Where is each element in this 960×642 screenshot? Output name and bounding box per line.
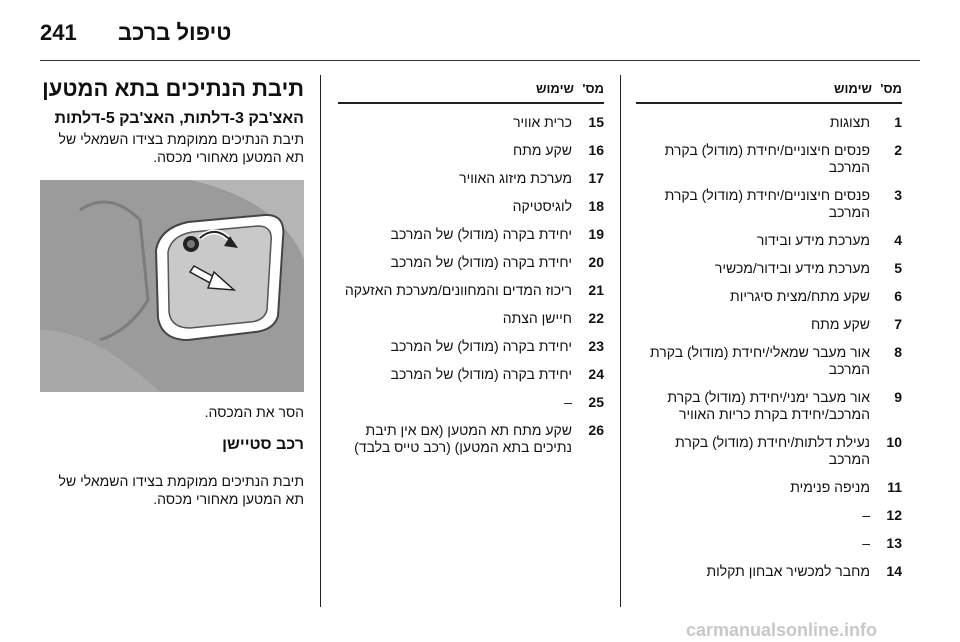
table-row — [338, 338, 604, 355]
table-row — [338, 282, 604, 299]
table-row — [636, 563, 902, 580]
table-row — [338, 254, 604, 271]
fuse-description: יחידת בקרה (מודול) של המרכב — [390, 226, 572, 242]
table-row — [636, 232, 902, 249]
table-row — [636, 142, 902, 176]
page-header — [0, 0, 960, 58]
table-row — [636, 344, 902, 378]
fuse-description: מערכת מידע ובידור/מכשיר — [714, 260, 870, 276]
section-subtitle-wagon: רכב סטיישן — [222, 436, 304, 453]
fuse-number: 21 — [588, 282, 604, 298]
fuse-description: מחבר למכשיר אבחון תקלות — [706, 563, 870, 579]
column-divider — [320, 75, 321, 607]
fuse-number: 24 — [588, 366, 604, 382]
table-row — [636, 288, 902, 305]
fuse-description: פנסים חיצוניים/יחידת (מודול) בקרת המרכב — [664, 187, 870, 220]
fuse-description: פנסים חיצוניים/יחידת (מודול) בקרת המרכב — [664, 142, 870, 175]
fuse-number: 18 — [588, 198, 604, 214]
fuse-description: מערכת מיזוג האוויר — [459, 170, 572, 186]
fuse-number: 22 — [588, 310, 604, 326]
fuse-description: כרית אוויר — [513, 114, 572, 130]
fuse-cover-illustration — [40, 180, 304, 392]
fuse-description: שקע מתח — [512, 142, 572, 158]
fuse-number: 13 — [886, 535, 902, 551]
fuse-description: – — [862, 507, 870, 523]
table-row — [636, 434, 902, 468]
table-row — [338, 226, 604, 243]
table-row — [636, 114, 902, 131]
fuse-number: 16 — [588, 142, 604, 158]
table-header — [338, 78, 604, 104]
table-row — [636, 389, 902, 423]
section-title: תיבת הנתיכים בתא המטען — [42, 76, 304, 101]
page-number: 241 — [40, 20, 77, 45]
fuse-description: אור מעבר שמאלי/יחידת (מודול) בקרת המרכב — [650, 344, 870, 377]
page-title: טיפול ברכב — [118, 20, 232, 45]
table-row — [636, 316, 902, 333]
section-subtitle: האצ'בק 3-דלתות, האצ'בק 5-דלתות — [54, 110, 304, 127]
fuse-number: 9 — [894, 389, 902, 405]
illustration-caption: הסר את המכסה. — [204, 404, 304, 420]
fuse-number: 19 — [588, 226, 604, 242]
fuse-number: 1 — [894, 114, 902, 130]
fuse-description: תצוגות — [829, 114, 870, 130]
table-row — [636, 187, 902, 221]
fuse-number: 11 — [887, 479, 902, 495]
fuse-description: נעילת דלתות/יחידת (מודול) בקרת המרכב — [675, 434, 870, 467]
fuse-description: שקע מתח — [810, 316, 870, 332]
fuse-number: 2 — [894, 142, 902, 158]
fuse-description: יחידת בקרה (מודול) של המרכב — [390, 366, 572, 382]
column-header-number: מס' — [880, 81, 902, 96]
table-row — [636, 479, 902, 496]
fuse-description: ריכוז המדים והמחוונים/מערכת האזעקה — [344, 282, 572, 298]
table-row — [338, 310, 604, 327]
fuse-number: 8 — [894, 344, 902, 360]
trunk-fuse-section — [40, 76, 304, 166]
fuse-number: 3 — [894, 187, 902, 203]
table-row — [338, 394, 604, 411]
column-header-number: מס' — [582, 81, 604, 96]
fuse-description: לוגיסטיקה — [512, 198, 572, 214]
fuse-description: שקע מתח תא המטען (אם אין תיבת נתיכים בתא המטען) (רכב טייס בלבד) — [354, 422, 572, 455]
column-header-use: שימוש — [834, 81, 872, 96]
table-row — [338, 114, 604, 131]
fuse-number: 12 — [886, 507, 902, 523]
fuse-number: 7 — [894, 316, 902, 332]
fuse-description: שקע מתח/מצית סיגריות — [730, 288, 870, 304]
fuse-number: 5 — [894, 260, 902, 276]
table-row — [338, 198, 604, 215]
fuse-number: 10 — [886, 434, 902, 450]
fuse-description: – — [564, 394, 572, 410]
table-row — [636, 535, 902, 552]
table-row — [338, 142, 604, 159]
fuse-description: יחידת בקרה (מודול) של המרכב — [390, 254, 572, 270]
table-row — [338, 422, 604, 456]
section-text: תיבת הנתיכים ממוקמת בצידו השמאלי של תא המטען מאחורי מכסה. — [58, 131, 304, 165]
fuse-number: 26 — [588, 422, 604, 438]
column-divider — [620, 75, 621, 607]
section-text-wagon: תיבת הנתיכים ממוקמת בצידו השמאלי של תא המטען מאחורי מכסה. — [58, 473, 304, 507]
table-rows — [636, 114, 902, 591]
fuse-number: 25 — [588, 394, 604, 410]
header-divider — [40, 60, 920, 61]
fuse-description: חיישן הצתה — [502, 310, 572, 326]
fuse-description: מערכת מידע ובידור — [756, 232, 870, 248]
table-row — [338, 366, 604, 383]
watermark: carmanualsonline.info — [686, 620, 878, 640]
table-rows — [338, 114, 604, 467]
fuse-description: אור מעבר ימני/יחידת (מודול) בקרת המרכב/יחידת בקרת כריות האוויר — [667, 389, 870, 422]
fuse-description: יחידת בקרה (מודול) של המרכב — [390, 338, 572, 354]
fuse-number: 6 — [894, 288, 902, 304]
table-row — [338, 170, 604, 187]
table-header — [636, 78, 902, 104]
fuse-number: 20 — [588, 254, 604, 270]
fuse-description: מניפה פנימית — [790, 479, 870, 495]
fuse-description: – — [862, 535, 870, 551]
column-header-use: שימוש — [536, 81, 574, 96]
fuse-number: 4 — [894, 232, 902, 248]
fuse-number: 17 — [588, 170, 604, 186]
fuse-number: 14 — [886, 563, 902, 579]
fuse-number: 15 — [588, 114, 604, 130]
table-row — [636, 507, 902, 524]
fuse-number: 23 — [588, 338, 604, 354]
table-row — [636, 260, 902, 277]
